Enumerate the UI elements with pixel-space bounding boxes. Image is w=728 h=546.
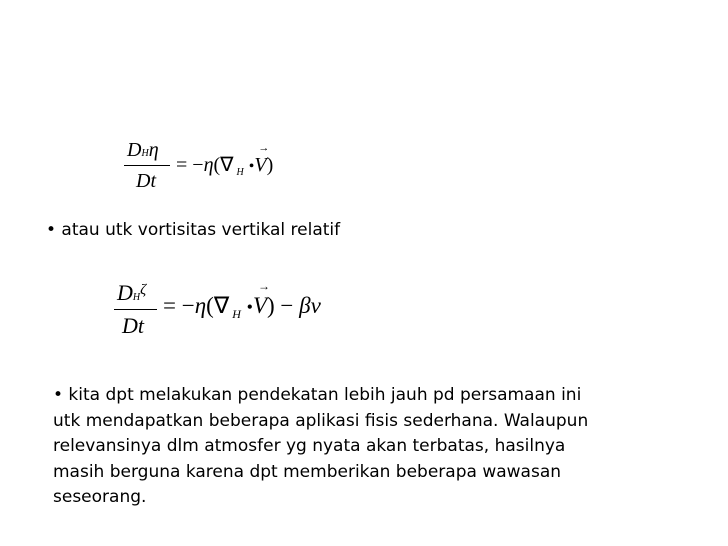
eq2-open-paren: ( <box>206 293 214 318</box>
eq1-nabla-sub: H <box>236 167 244 178</box>
eq2-close-paren: ) <box>267 293 275 318</box>
bullet-paragraph-2 <box>53 383 588 511</box>
eq1-arrow-icon: → <box>258 142 270 154</box>
eq2-fraction-bar <box>114 309 157 310</box>
paragraph-line: • kita dpt melakukan pendekatan lebih jauh pd persamaan ini <box>53 385 582 405</box>
eq2-v: V <box>252 293 267 318</box>
eq2-numerator <box>117 280 146 306</box>
eq2-equals: = <box>163 293 176 318</box>
eq2-num-d: D <box>117 280 133 305</box>
eq2-eta: η <box>194 293 207 318</box>
eq1-dot: • <box>248 158 255 175</box>
eq2-minus: − <box>181 293 195 318</box>
eq1-num-d: D <box>127 139 142 161</box>
eq1-vector-v <box>254 142 270 176</box>
eq2-vector-v <box>252 279 270 318</box>
eq2-nabla: ∇ <box>213 293 230 318</box>
paragraph-line: masih berguna karena dpt memberikan beberapa wawasan <box>53 461 562 482</box>
paragraph-line: seseorang. <box>53 487 147 507</box>
eq2-minus-2: − <box>280 293 294 318</box>
bullet-text-1: • atau utk vortisitas vertikal relatif <box>46 220 341 240</box>
eq1-v: V <box>254 154 267 176</box>
eq2-denominator: Dt <box>122 313 144 338</box>
eq1-num-var: η <box>148 139 159 161</box>
eq1-minus: − <box>192 154 204 176</box>
eq1-eta: η <box>203 154 214 176</box>
eq2-num-sub: H <box>132 292 141 303</box>
eq2-num-var: ζ <box>140 282 147 298</box>
eq1-rhs <box>176 142 274 178</box>
paragraph-line: relevansinya dlm atmosfer yg nyata akan terbatas, hasilnya <box>53 436 566 456</box>
eq1-denominator: Dt <box>136 170 156 192</box>
eq1-open-paren: ( <box>213 154 221 176</box>
eq2-nabla-sub: H <box>232 307 241 321</box>
eq2-beta: β <box>299 293 311 318</box>
eq1-nabla: ∇ <box>220 154 234 176</box>
eq2-dot: • <box>246 297 253 317</box>
eq1-numerator <box>127 139 159 162</box>
eq2-v-lower: v <box>310 293 321 318</box>
paragraph-line: utk mendapatkan beberapa aplikasi fisis sederhana. Walaupun <box>53 410 589 431</box>
eq1-equals: = <box>176 154 188 176</box>
eq1-fraction-bar <box>124 165 170 166</box>
eq1-num-sub: H <box>141 148 149 159</box>
eq1-close-paren: ) <box>266 154 274 176</box>
eq2-rhs <box>163 279 321 321</box>
eq2-arrow-icon: → <box>257 279 270 293</box>
